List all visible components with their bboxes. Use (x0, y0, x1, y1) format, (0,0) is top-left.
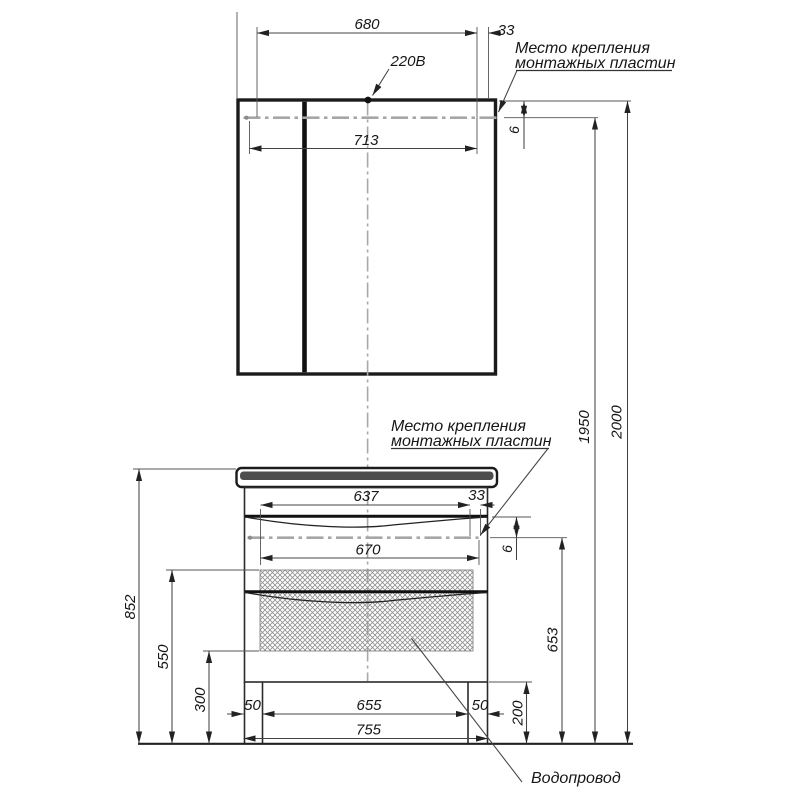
dim-6-mirror: 6 (506, 126, 522, 134)
water-supply-label: Водопровод (531, 770, 621, 787)
dim-33-vanity: 33 (468, 487, 485, 504)
dim-713: 713 (353, 132, 379, 149)
dim-755: 755 (355, 721, 382, 739)
dim-852: 852 (122, 594, 139, 620)
dim-653: 653 (544, 627, 562, 653)
mounting-top-label-line2: монтажных пластин (515, 55, 676, 72)
dim-200: 200 (509, 700, 527, 726)
drawer1-handle-curve (246, 517, 488, 527)
mounting-bottom-leader (481, 449, 549, 536)
mounting-bottom-label-line1: Место крепления (391, 418, 526, 435)
dim-2000: 2000 (608, 405, 626, 439)
mounting-line-end-dot (244, 116, 248, 120)
mounting-top-label-line1: Место крепления (515, 40, 650, 57)
dim-550: 550 (155, 644, 172, 670)
power-leader (373, 69, 390, 96)
countertop-surface (240, 472, 494, 481)
dim-50-left: 50 (244, 697, 261, 714)
dim-300: 300 (192, 687, 209, 713)
mounting-bottom-label-line2: монтажных пластин (391, 433, 552, 450)
power-label: 220В (390, 53, 426, 70)
dim-6-vanity: 6 (499, 545, 515, 553)
water-supply-leader (412, 639, 523, 783)
dim-670: 670 (355, 541, 381, 559)
power-outlet-dot (365, 97, 372, 104)
water-supply-zone-hatch (260, 570, 473, 651)
dim-33-mirror: 33 (497, 22, 515, 39)
mounting-top-leader (499, 71, 518, 113)
dim-680: 680 (354, 16, 380, 33)
dim-1950: 1950 (576, 410, 593, 444)
dim-655: 655 (356, 697, 382, 714)
dim-50-right: 50 (471, 697, 489, 714)
mounting-line-end-dot (248, 536, 252, 540)
dim-637: 637 (353, 488, 379, 505)
